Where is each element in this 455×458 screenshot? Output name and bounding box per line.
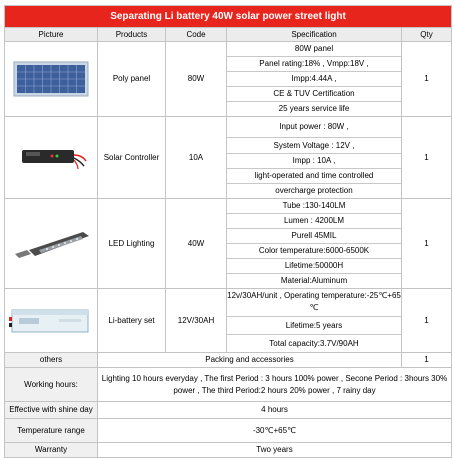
others-value: Packing and accessories [98,353,402,368]
product-name: LED Lighting [98,199,166,289]
shine-day-label: Effective with shine day [5,402,98,419]
spec-line: 25 years service life [278,104,350,113]
product-name: Solar Controller [98,117,166,199]
picture-cell [5,117,98,199]
table-row-solar-controller [5,117,452,199]
spec-line: Impp : 10A , [227,154,401,169]
header-row [5,28,452,42]
product-code: 12V/30AH [166,289,227,353]
product-code: 80W [166,42,227,117]
spec-line: Panel rating:18% , Vmpp:18V , [227,57,401,72]
spec-line: Lumen : 4200LM [227,214,401,229]
header-code: Code [166,28,227,42]
warranty-value: Two years [98,443,452,458]
spec-line: Total capacity:3.7V/90AH [269,339,359,348]
spec-cell [227,289,402,353]
spec-line: 80W panel [227,42,401,57]
table-row-temperature [5,419,452,443]
solar-controller-icon [12,143,90,173]
header-picture: Picture [5,28,98,42]
spec-line: 12v/30AH/unit , Operating temperature:-25℃+65 ℃ [227,289,401,317]
spec-line: CE & TUV Certification [227,87,401,102]
others-qty: 1 [402,353,452,368]
spec-line: Tube :130-140LM [227,199,401,214]
product-code: 10A [166,117,227,199]
product-name: Li-battery set [98,289,166,353]
working-hours-value: Lighting 10 hours everyday , The first Period : 3 hours 100% power , Secone Period : 3hours 30% power , The third Period:2 hours 20% power , 7 rainy day [98,368,452,402]
led-lamp-icon [9,224,93,264]
table-title: Separating Li battery 40W solar power street light [5,6,452,28]
spec-cell [227,117,402,199]
spec-line: Lifetime:5 years [227,317,401,335]
product-spec-table [4,5,452,458]
spec-line: Impp:4.44A , [227,72,401,87]
shine-day-value: 4 hours [98,402,452,419]
header-qty: Qty [402,28,452,42]
product-qty: 1 [402,199,452,289]
table-row-poly-panel [5,42,452,117]
table-row-shine-day [5,402,452,419]
spec-line: Material:Aluminum [280,276,348,285]
product-name: Poly panel [98,42,166,117]
spec-line: Input power : 80W , [227,117,401,138]
temperature-value: -30℃+65℃ [98,419,452,443]
spec-line: light-operated and time controlled [227,169,401,184]
table-row-working-hours [5,368,452,402]
header-specification: Specification [227,28,402,42]
working-hours-label: Working hours: [5,368,98,402]
picture-cell [5,42,98,117]
others-label: others [5,353,98,368]
temperature-label: Temperature range [5,419,98,443]
product-code: 40W [166,199,227,289]
spec-cell [227,42,402,117]
product-qty: 1 [402,289,452,353]
spec-line: Purell 45MIL [227,229,401,244]
spec-line: System Voltage : 12V , [227,138,401,154]
table-row-others [5,353,452,368]
table-row-li-battery [5,289,452,353]
product-qty: 1 [402,42,452,117]
product-qty: 1 [402,117,452,199]
spec-line: Lifetime:50000H [227,259,401,274]
solar-panel-icon [11,59,91,99]
li-battery-icon [9,304,93,338]
picture-cell [5,199,98,289]
spec-line: Color temperature:6000-6500K [227,244,401,259]
picture-cell [5,289,98,353]
spec-line: overcharge protection [275,186,353,195]
table-row-led-lighting [5,199,452,289]
warranty-label: Warranty [5,443,98,458]
table-row-warranty [5,443,452,458]
header-products: Products [98,28,166,42]
spec-cell [227,199,402,289]
